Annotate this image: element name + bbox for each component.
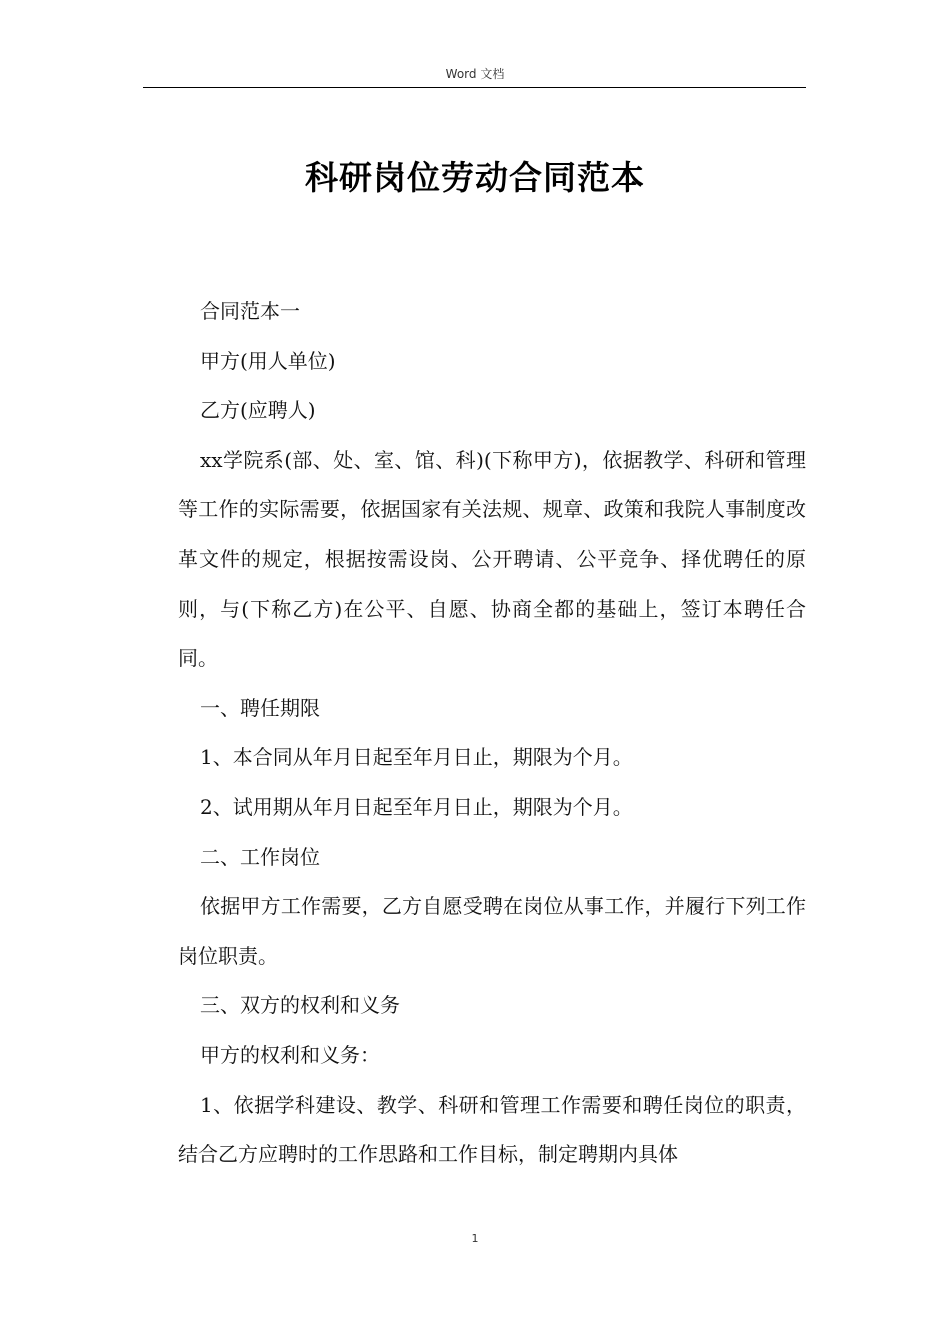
- paragraph: 2、试用期从年月日起至年月日止，期限为个月。: [200, 794, 633, 819]
- paragraph: xx学院系(部、处、室、馆、科)(下称甲方)，依据教学、科研和管理等工作的实际需要，依据国家有关法规、规章、政策和我院人事制度改革文件的规定，根据按需设岗、公开聘请、公平竞争、择优聘任的原则，与(下称乙方)在公平、自愿、协商全都的基础上，签订本聘任合同。: [178, 447, 806, 671]
- section-heading: 一、聘任期限: [200, 695, 320, 720]
- page-header-label: Word 文档: [445, 67, 505, 81]
- paragraph: 1、依据学科建设、教学、科研和管理工作需要和聘任岗位的职责，结合乙方应聘时的工作思路和工作目标，制定聘期内具体: [178, 1092, 806, 1167]
- document-title: 科研岗位劳动合同范本: [305, 158, 645, 197]
- paragraph: 依据甲方工作需要，乙方自愿受聘在岗位从事工作，并履行下列工作岗位职责。: [178, 894, 806, 968]
- paragraph: 甲方(用人单位): [200, 348, 336, 373]
- paragraph: 合同范本一: [200, 299, 300, 323]
- section-heading: 二、工作岗位: [200, 844, 320, 869]
- document-body: [178, 287, 806, 1180]
- paragraph: 乙方(应聘人): [200, 398, 316, 423]
- header-divider: [143, 87, 806, 88]
- section-heading: 三、双方的权利和义务: [200, 993, 400, 1018]
- paragraph: 1、本合同从年月日起至年月日止，期限为个月。: [200, 745, 633, 770]
- page-number: 1: [471, 1232, 479, 1245]
- paragraph: 甲方的权利和义务：: [200, 1042, 380, 1067]
